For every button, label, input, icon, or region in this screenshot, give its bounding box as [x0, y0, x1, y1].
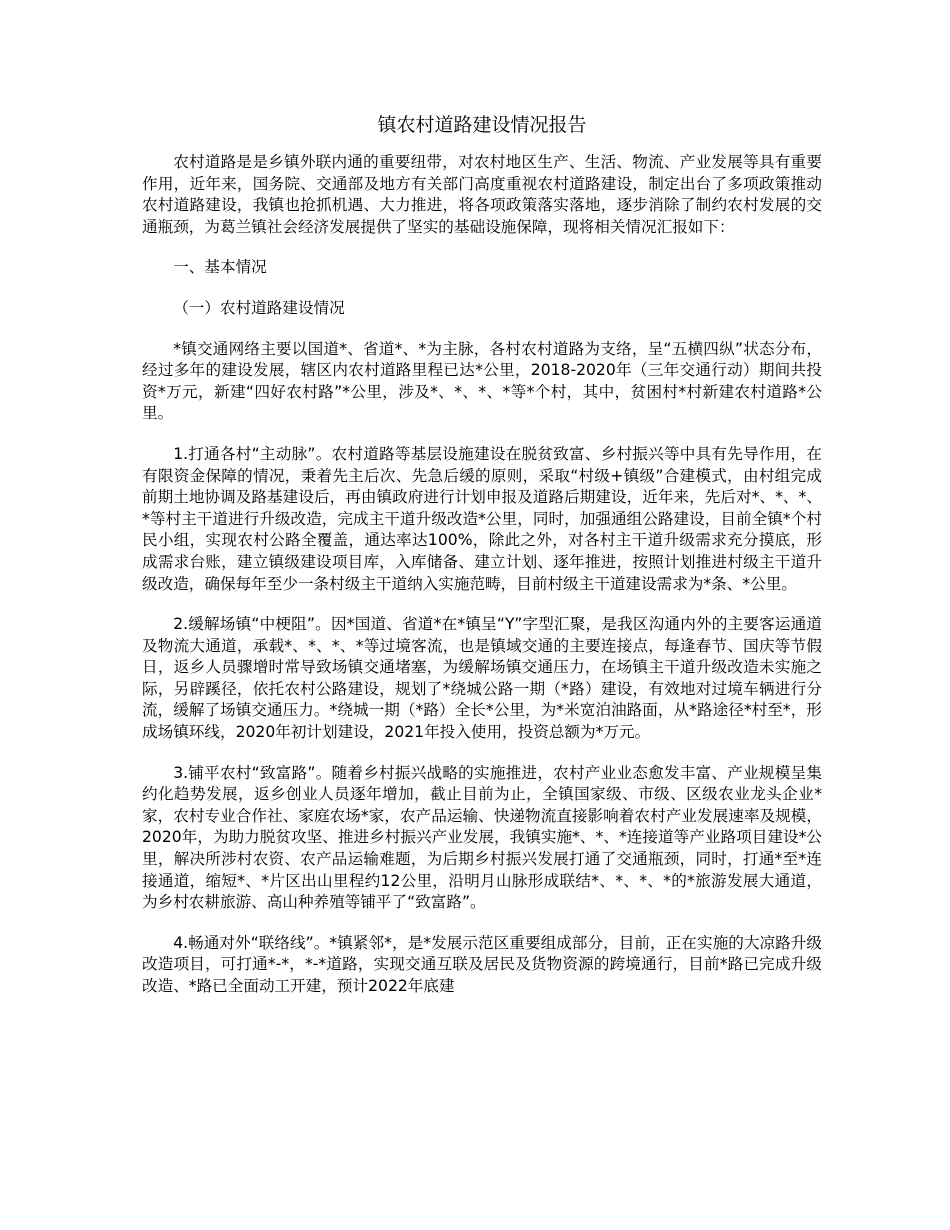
- item-1-paragraph: 1.打通各村“主动脉”。农村道路等基层设施建设在脱贫致富、乡村振兴等中具有先导作用，在有限资金保障的情况，秉着先主后次、先急后缓的原则，采取“村级+镇级”合建模式，由村组完成前期土地协调及路基建设后，再由镇政府进行计划申报及道路后期建设，近年来，先后对*、*、*、*等村主干道进行升级改造，完成主干道升级改造*公里，同时，加强通组公路建设，目前全镇*个村民小组，实现农村公路全覆盖，通达率达100%，除此之外，对各村主干道升级需求充分摸底，形成需求台账，建立镇级建设项目库，入库储备、建立计划、逐年推进，按照计划推进村级主干道升级改造，确保每年至少一条村级主干道纳入实施范畴，目前村级主干道建设需求为*条、*公里。: [142, 444, 822, 593]
- document-title: 镇农村道路建设情况报告: [377, 114, 587, 136]
- subsection-heading-roads: （一）农村道路建设情况: [173, 298, 345, 317]
- item-4-paragraph: 4.畅通对外“联络线”。*镇紧邻*，是*发展示范区重要组成部分，目前，正在实施的大凉路升级改造项目，可打通*-*，*-*道路，实现交通互联及居民及货物资源的跨境通行，目前*路已完成升级改造、*路已全面动工开建，预计2022年底建: [142, 933, 822, 995]
- intro-paragraph: 农村道路是是乡镇外联内通的重要纽带，对农村地区生产、生活、物流、产业发展等具有重要作用，近年来，国务院、交通部及地方有关部门高度重视农村道路建设，制定出台了多项政策推动农村道路建设，我镇也抢抓机遇、大力推进，将各项政策落实落地，逐步消除了制约农村发展的交通瓶颈，为葛兰镇社会经济发展提供了坚实的基础设施保障，现将相关情况汇报如下：: [142, 153, 822, 236]
- item-3-paragraph: 3.铺平农村“致富路”。随着乡村振兴战略的实施推进，农村产业业态愈发丰富、产业规模呈集约化趋势发展，返乡创业人员逐年增加，截止目前为止，全镇国家级、市级、区级农业龙头企业*家，农村专业合作社、家庭农场*家，农产品运输、快递物流直接影响着农村产业发展速率及规模，2020年，为助力脱贫攻坚、推进乡村振兴产业发展，我镇实施*、*、*连接道等产业路项目建设*公里，解决所涉村农资、农产品运输难题，为后期乡村振兴发展打通了交通瓶颈，同时，打通*至*连接通道，缩短*、*片区出山里程约12公里，沿明月山脉形成联结*、*、*、*的*旅游发展大通道，为乡村农耕旅游、高山种养殖等铺平了“致富路”。: [142, 763, 822, 912]
- section-heading-basic: 一、基本情况: [173, 258, 267, 277]
- document-page: [142, 110, 822, 1017]
- item-2-paragraph: 2.缓解场镇“中梗阻”。因*国道、省道*在*镇呈“Y”字型汇聚，是我区沟通内外的主要客运通道及物流大通道，承载*、*、*、*等过境客流，也是镇域交通的主要连接点，每逢春节、国庆等节假日，返乡人员骤增时常导致场镇交通堵塞，为缓解场镇交通压力，在场镇主干道升级改造未实施之际，另辟蹊径，依托农村公路建设，规划了*绕城公路一期（*路）建设，有效地对过境车辆进行分流，缓解了场镇交通压力。*绕城一期（*路）全长*公里，为*米宽泊油路面，从*路途径*村至*，形成场镇环线，2020年初计划建设，2021年投入使用，投资总额为*万元。: [142, 615, 822, 742]
- overview-paragraph: *镇交通网络主要以国道*、省道*、*为主脉，各村农村道路为支络，呈“五横四纵”状态分布，经过多年的建设发展，辖区内农村道路里程已达*公里，2018-2020年（三年交通行动）期间共投资*万元，新建“四好农村路”*公里，涉及*、*、*、*等*个村，其中，贫困村*村新建农村道路*公里。: [142, 339, 822, 423]
